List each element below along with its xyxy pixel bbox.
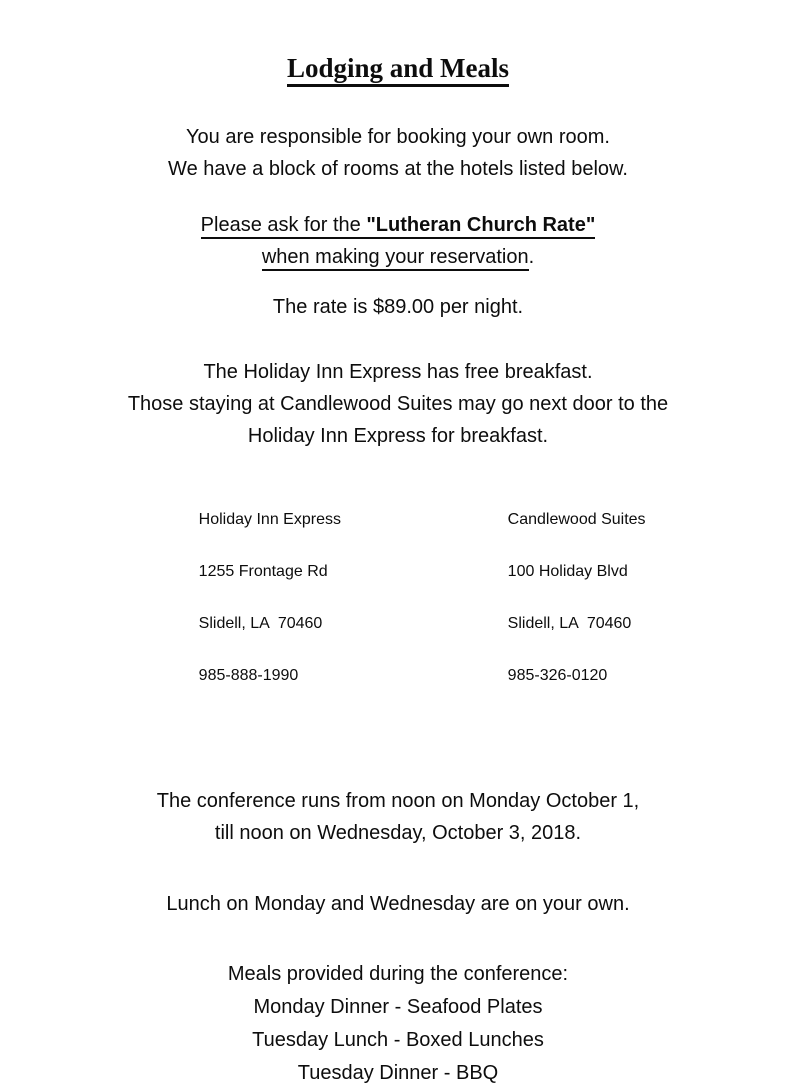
page-title-text: Lodging and Meals (287, 53, 509, 87)
hotel-street: 100 Holiday Blvd (507, 563, 628, 580)
hotel-address-row (172, 481, 796, 715)
hotel-name: Holiday Inn Express (198, 511, 341, 528)
rate-request-line2: when making your reservation (262, 246, 529, 271)
hotel-street: 1255 Frontage Rd (198, 563, 328, 580)
meals-heading: Meals provided during the conference: (227, 963, 569, 985)
page-title (0, 50, 796, 86)
meal-item-tuesday-lunch: Tuesday Lunch - Boxed Lunches (252, 1029, 544, 1051)
meals-provided-paragraph (0, 958, 796, 1090)
hotel-city-state-zip: Slidell, LA 70460 (198, 615, 323, 632)
intro-line-2: We have a block of rooms at the hotels listed below. (168, 158, 628, 180)
breakfast-line-2: Those staying at Candlewood Suites may go next door to the (127, 393, 669, 415)
conference-line-2: till noon on Wednesday, October 3, 2018. (214, 822, 582, 844)
lunch-note-line: Lunch on Monday and Wednesday are on your own. (166, 893, 630, 915)
hotel-phone: 985-888-1990 (198, 667, 299, 684)
hotel-address-candlewood (481, 481, 646, 715)
rate-name-emphasis: "Lutheran Church Rate" (366, 214, 595, 239)
intro-paragraph (0, 121, 796, 185)
breakfast-paragraph (0, 356, 796, 452)
rate-request-paragraph (0, 209, 796, 273)
meal-item-tuesday-dinner: Tuesday Dinner - BBQ (297, 1062, 499, 1084)
room-rate-line: The rate is $89.00 per night. (272, 296, 524, 318)
rate-request-period: . (528, 246, 535, 268)
conference-line-1: The conference runs from noon on Monday October 1, (156, 790, 640, 812)
intro-line-1: You are responsible for booking your own room. (186, 126, 610, 148)
meal-item-monday-dinner: Monday Dinner - Seafood Plates (253, 996, 543, 1018)
breakfast-line-3: Holiday Inn Express for breakfast. (247, 425, 549, 447)
breakfast-line-1: The Holiday Inn Express has free breakfast. (203, 361, 593, 383)
hotel-name: Candlewood Suites (507, 511, 646, 528)
hotel-address-holiday-inn (172, 481, 481, 715)
hotel-phone: 985-326-0120 (507, 667, 608, 684)
hotel-city-state-zip: Slidell, LA 70460 (507, 615, 632, 632)
conference-dates-paragraph (0, 785, 796, 849)
rate-request-prefix: Please ask for the (201, 214, 367, 239)
